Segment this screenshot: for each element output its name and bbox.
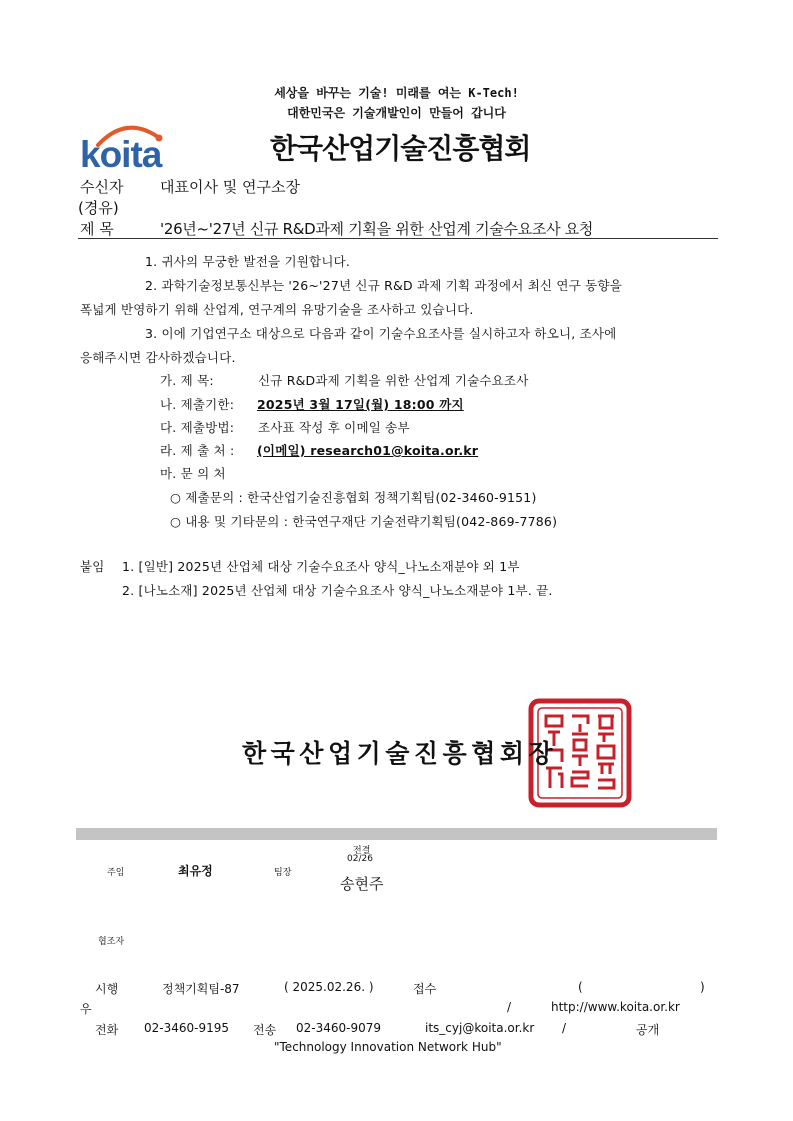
email-link[interactable]: its_cyj@koita.or.kr	[425, 1021, 535, 1035]
item-e-label: 마. 문 의 처	[160, 466, 226, 481]
postal-label: 우	[80, 1002, 92, 1016]
paragraph-1: 1. 귀사의 무궁한 발전을 기원합니다.	[145, 254, 351, 269]
approver-name-1: 최유정	[178, 864, 213, 878]
paragraph-2-line-1: 2. 과학기술정보통신부는 '26~'27년 신규 R&D 과제 기획 과정에서 최신 연구 동향을	[145, 278, 622, 293]
exec-label: 시행	[95, 982, 119, 996]
recipient-value: 대표이사 및 연구소장	[160, 178, 300, 196]
koita-logo: koita	[80, 134, 162, 175]
receipt-paren-open: (	[578, 980, 583, 994]
attachment-1: 1. [일반] 2025년 산업체 대상 기술수요조사 양식_나노소재분야 외 1부	[122, 559, 520, 574]
attachment-label: 붙임	[80, 559, 105, 574]
item-d-label: 라. 제 출 처 :	[160, 443, 235, 458]
subject-value: '26년~'27년 신규 R&D과제 기획을 위한 산업계 기술수요조사 요청	[160, 220, 594, 238]
approval-divider	[76, 828, 717, 840]
footer-slash-1: /	[507, 1000, 512, 1014]
approver-name-2: 송현주	[340, 875, 384, 893]
disclosure-status: 공개	[636, 1023, 660, 1037]
exec-date: ( 2025.02.26. )	[284, 980, 374, 994]
attachment-2: 2. [나노소재] 2025년 산업체 대상 기술수요조사 양식_나노소재분야 1부. 끝.	[122, 583, 553, 598]
contact-line-1: ○ 제출문의 : 한국산업기술진흥협회 정책기획팀(02-3460-9151)	[170, 490, 537, 505]
via-label: (경유)	[78, 199, 119, 217]
slogan-line-2: 대한민국은 기술개발인이 만들어 갑니다	[287, 106, 506, 120]
paragraph-3-line-1: 3. 이에 기업연구소 대상으로 다음과 같이 기술수요조사를 실시하고자 하오니, 조사에	[145, 326, 617, 341]
subject-label: 제 목	[80, 220, 114, 238]
item-c-value: 조사표 작성 후 이메일 송부	[258, 420, 410, 435]
item-b-label: 나. 제출기한:	[160, 397, 235, 412]
decision-label: 전결	[353, 846, 371, 856]
approver-role-2: 팀장	[274, 868, 292, 878]
signature-issuer: 한국산업기술진흥협회장	[242, 739, 558, 768]
receipt-paren-close: )	[700, 980, 705, 994]
slogan-line-1: 세상을 바꾸는 기술! 미래를 여는 K-Tech!	[274, 86, 519, 100]
item-a-value: 신규 R&D과제 기획을 위한 산업계 기술수요조사	[258, 373, 529, 388]
page-title: 한국산업기술진흥협회	[270, 132, 531, 165]
recipient-label: 수신자	[80, 178, 124, 196]
phone-number: 02-3460-9195	[144, 1021, 230, 1035]
submission-email-link[interactable]: (이메일) research01@koita.or.kr	[257, 443, 479, 458]
fax-number: 02-3460-9079	[296, 1021, 382, 1035]
receipt-label: 접수	[413, 982, 437, 996]
approver-role-1: 주임	[107, 868, 125, 878]
item-c-label: 다. 제출방법:	[160, 420, 235, 435]
footer-slash-2: /	[562, 1021, 567, 1035]
contact-line-2: ○ 내용 및 기타문의 : 한국연구재단 기술전략기획팀(042-869-7786)	[170, 514, 558, 529]
motto: "Technology Innovation Network Hub"	[274, 1040, 502, 1054]
paragraph-3-line-2: 응해주시면 감사하겠습니다.	[80, 350, 236, 365]
cooperator-label: 협조자	[98, 937, 125, 947]
deadline-value: 2025년 3월 17일(월) 18:00 까지	[257, 397, 464, 412]
phone-label: 전화	[95, 1023, 119, 1037]
item-a-label: 가. 제 목:	[160, 373, 214, 388]
decision-date: 02/26	[347, 854, 373, 864]
website-link[interactable]: http://www.koita.or.kr	[551, 1000, 680, 1014]
fax-label: 전송	[253, 1023, 277, 1037]
header-divider	[78, 238, 718, 239]
exec-number: 정책기획팀-87	[162, 982, 240, 996]
paragraph-2-line-2: 폭넓게 반영하기 위해 산업계, 연구계의 유망기술을 조사하고 있습니다.	[80, 302, 474, 317]
